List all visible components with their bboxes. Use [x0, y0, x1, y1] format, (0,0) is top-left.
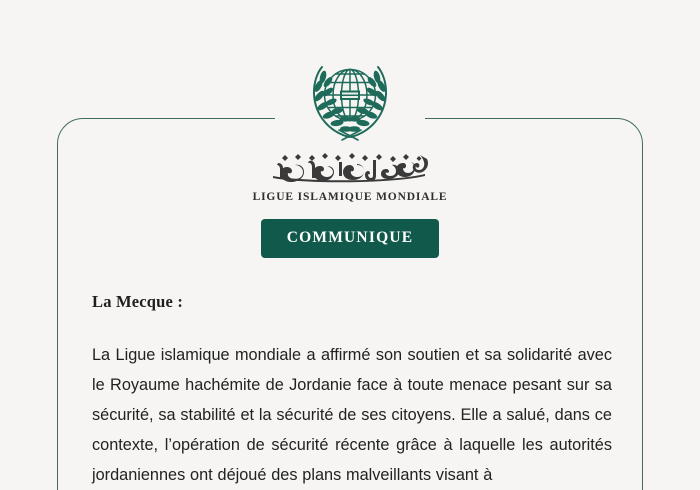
communique-body	[92, 292, 612, 490]
organization-arabic-name-icon	[250, 150, 450, 190]
communique-badge: COMMUNIQUE	[261, 219, 440, 258]
organization-latin-name: LIGUE ISLAMIQUE MONDIALE	[245, 191, 456, 203]
body-paragraph: La Ligue islamique mondiale a affirmé son soutien et sa solidarité avec le Royaume hachémite de Jordanie face à toute menace pesant sur sa sécurité, sa stabilité et la sécurité de ses citoyens. Elle a salué, dans ce contexte, l’opération de sécurité récente grâce à laquelle les autorités jordaniennes ont déjoué des plans malveillants visant à	[92, 346, 612, 484]
organization-emblem-icon	[275, 56, 425, 144]
dateline: La Mecque :	[92, 292, 184, 311]
